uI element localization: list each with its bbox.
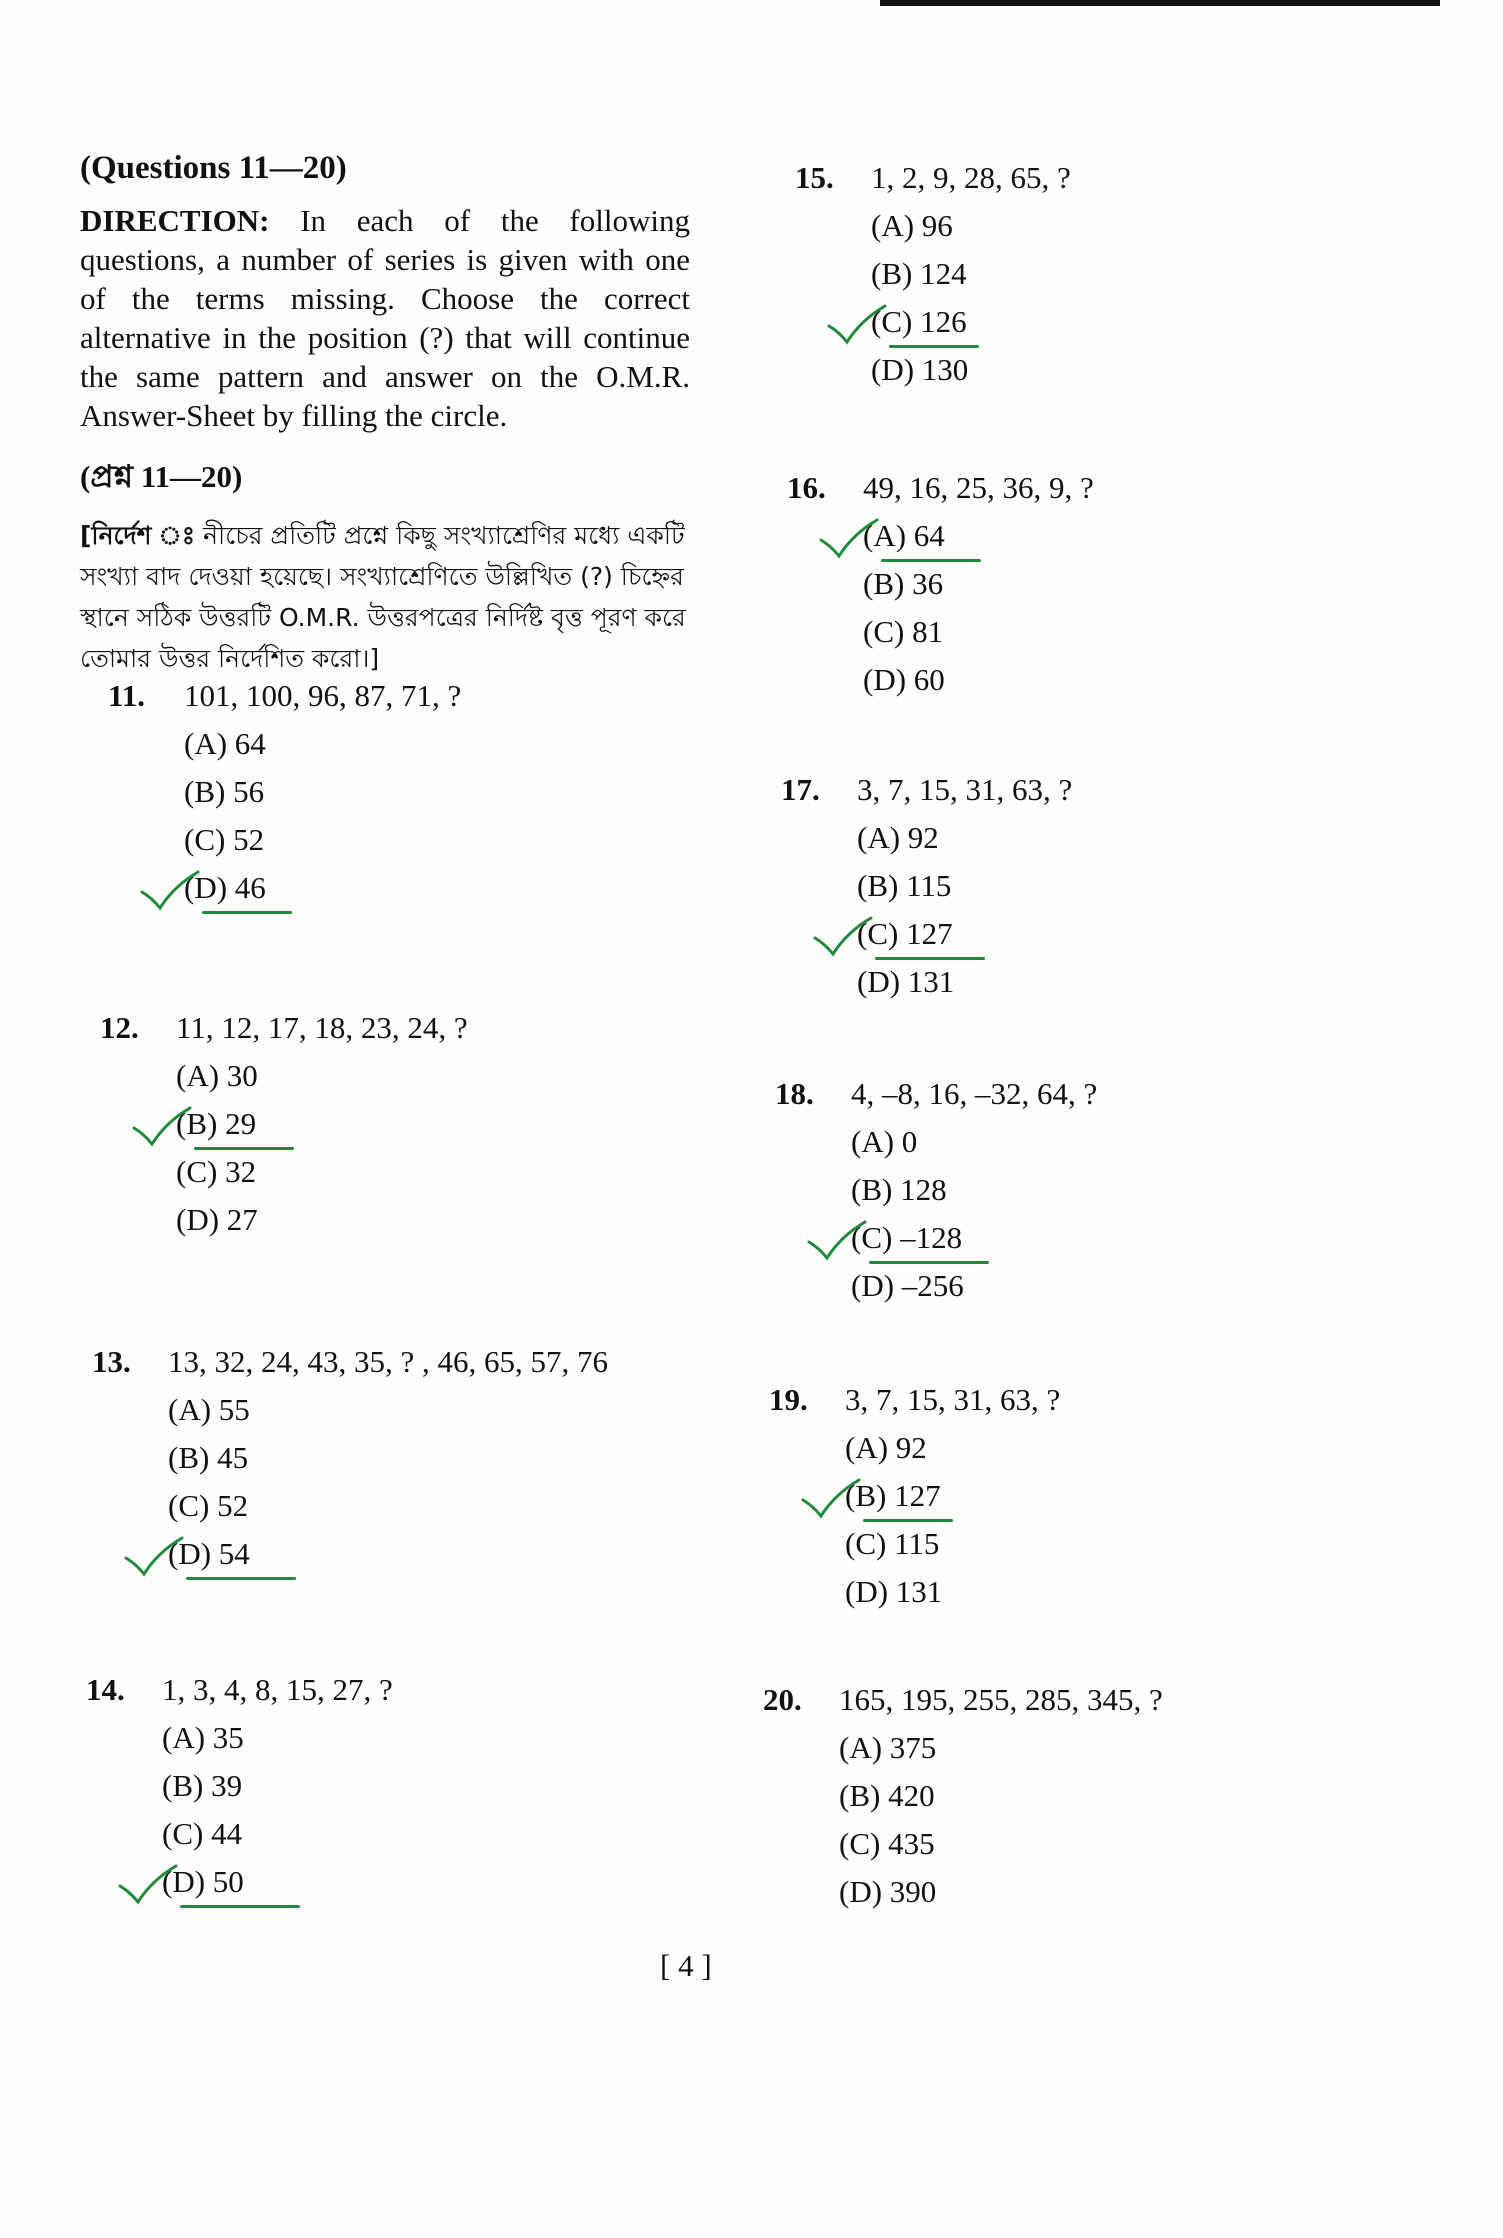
option-label: (A) 64 [184, 726, 266, 761]
question-header [108, 678, 461, 714]
option-label: (A) 375 [839, 1730, 937, 1765]
option-label: (A) 30 [176, 1058, 258, 1093]
option-label: (C) 32 [176, 1154, 257, 1189]
option-item [839, 1724, 1163, 1772]
option-label: (D) 50 [162, 1864, 244, 1899]
question-number: 12. [100, 1010, 139, 1045]
option-item [871, 250, 1071, 298]
option-item [839, 1820, 1163, 1868]
direction-text: In each of the following questions, a number of series is given with one of the terms missing. Choose the correct alternative in the position (?) that will continue the same pattern and answer on the O.M.R. Answer-Sheet by filling the circle. [80, 203, 690, 433]
option-label: (A) 35 [162, 1720, 244, 1755]
question-number: 18. [775, 1076, 814, 1111]
question-number: 11. [108, 678, 146, 713]
options-list [863, 512, 1094, 704]
option-item [863, 608, 1094, 656]
option-label: (B) 115 [857, 868, 952, 903]
question-series: 3, 7, 15, 31, 63, ? [857, 772, 1073, 807]
option-item [871, 202, 1071, 250]
option-label: (C) 52 [168, 1488, 249, 1523]
option-label: (B) 45 [168, 1440, 249, 1475]
option-item [839, 1772, 1163, 1820]
option-label: (C) 52 [184, 822, 265, 857]
question-header [100, 1010, 468, 1046]
check-mark-icon [817, 516, 883, 560]
question-12 [100, 1010, 468, 1244]
question-header [763, 1682, 1163, 1718]
question-series: 1, 2, 9, 28, 65, ? [871, 160, 1071, 195]
option-label: (A) 92 [857, 820, 939, 855]
option-label: (B) 39 [162, 1768, 243, 1803]
option-label: (D) 54 [168, 1536, 250, 1571]
option-item [162, 1858, 393, 1906]
option-item [845, 1424, 1060, 1472]
option-label: (A) 55 [168, 1392, 250, 1427]
option-label: (B) 56 [184, 774, 265, 809]
question-series: 165, 195, 255, 285, 345, ? [839, 1682, 1163, 1717]
option-label: (B) 127 [845, 1478, 941, 1513]
option-item [851, 1118, 1097, 1166]
option-label: (C) 115 [845, 1526, 940, 1561]
top-rule [880, 0, 1440, 6]
option-label: (D) 27 [176, 1202, 258, 1237]
instructions-block [80, 150, 690, 679]
option-label: (A) 64 [863, 518, 945, 553]
question-number: 14. [86, 1672, 125, 1707]
option-item [184, 816, 461, 864]
question-number: 16. [787, 470, 826, 505]
option-item [871, 298, 1071, 346]
option-label: (C) 435 [839, 1826, 935, 1861]
check-mark-icon [805, 1218, 871, 1262]
option-label: (B) 420 [839, 1778, 935, 1813]
option-item [851, 1214, 1097, 1262]
question-number: 17. [781, 772, 820, 807]
option-item [176, 1100, 468, 1148]
question-14 [86, 1672, 393, 1906]
question-13 [92, 1344, 608, 1578]
option-label: (C) –128 [851, 1220, 963, 1255]
question-header [787, 470, 1094, 506]
options-list [857, 814, 1072, 1006]
question-16 [787, 470, 1094, 704]
option-item [184, 768, 461, 816]
option-label: (A) 0 [851, 1124, 918, 1159]
section-title: (Questions 11—20) [80, 150, 347, 186]
options-list [839, 1724, 1163, 1916]
option-item [845, 1568, 1060, 1616]
question-19 [769, 1382, 1060, 1616]
check-mark-icon [116, 1862, 182, 1906]
option-item [176, 1052, 468, 1100]
question-18 [775, 1076, 1097, 1310]
option-item [184, 720, 461, 768]
question-series: 3, 7, 15, 31, 63, ? [845, 1382, 1061, 1417]
option-item [168, 1530, 608, 1578]
option-label: (D) 131 [845, 1574, 943, 1609]
option-item [863, 512, 1094, 560]
option-label: (B) 36 [863, 566, 944, 601]
question-number: 15. [795, 160, 834, 195]
option-item [851, 1166, 1097, 1214]
question-15 [795, 160, 1071, 394]
option-label: (B) 124 [871, 256, 967, 291]
question-series: 13, 32, 24, 43, 35, ? , 46, 65, 57, 76 [168, 1344, 609, 1379]
question-17 [781, 772, 1072, 1006]
bengali-section-title: (প্রশ্ন 11—20) [80, 459, 243, 494]
question-number: 19. [769, 1382, 808, 1417]
option-label: (B) 128 [851, 1172, 947, 1207]
check-mark-icon [799, 1476, 865, 1520]
option-item [857, 862, 1072, 910]
option-label: (D) 46 [184, 870, 266, 905]
question-series: 49, 16, 25, 36, 9, ? [863, 470, 1094, 505]
question-series: 11, 12, 17, 18, 23, 24, ? [176, 1010, 468, 1045]
option-item [168, 1482, 608, 1530]
question-series: 4, –8, 16, –32, 64, ? [851, 1076, 1098, 1111]
options-list [871, 202, 1071, 394]
option-item [845, 1472, 1060, 1520]
option-item [184, 864, 461, 912]
option-item [857, 814, 1072, 862]
option-item [176, 1148, 468, 1196]
check-mark-icon [825, 302, 891, 346]
bengali-direction-label: [নির্দেশ ঃ [80, 521, 196, 550]
option-item [871, 346, 1071, 394]
question-header [86, 1672, 393, 1708]
question-number: 20. [763, 1682, 802, 1717]
direction-paragraph [80, 201, 690, 435]
options-list [845, 1424, 1060, 1616]
question-header [92, 1344, 608, 1380]
question-number: 13. [92, 1344, 131, 1379]
option-item [857, 910, 1072, 958]
bengali-direction-text: নীচের প্রতিটি প্রশ্নে কিছু সংখ্যাশ্রেণির মধ্যে একটি সংখ্যা বাদ দেওয়া হয়েছে। সংখ্যাশ্রেণিতে উল্লিখিত (?) চিহ্নের স্থানে সঠিক উত্তরটি O.M.R. উত্তরপত্রের নির্দিষ্ট বৃত্ত পূরণ করে তোমার উত্তর নির্দেশিত করো।] [80, 521, 686, 673]
option-label: (A) 92 [845, 1430, 927, 1465]
option-item [162, 1810, 393, 1858]
option-item [162, 1714, 393, 1762]
option-item [168, 1386, 608, 1434]
question-header [795, 160, 1071, 196]
option-label: (D) 131 [857, 964, 955, 999]
option-item [839, 1868, 1163, 1916]
option-label: (B) 29 [176, 1106, 257, 1141]
options-list [162, 1714, 393, 1906]
option-label: (D) –256 [851, 1268, 964, 1303]
bengali-direction-paragraph [80, 515, 690, 679]
option-item [162, 1762, 393, 1810]
option-item [168, 1434, 608, 1482]
question-series: 1, 3, 4, 8, 15, 27, ? [162, 1672, 393, 1707]
option-label: (D) 390 [839, 1874, 937, 1909]
option-item [863, 656, 1094, 704]
option-item [857, 958, 1072, 1006]
page-number: [ 4 ] [660, 1948, 712, 1983]
option-item [176, 1196, 468, 1244]
answer-underline [180, 1905, 300, 1908]
option-label: (D) 60 [863, 662, 945, 697]
check-mark-icon [811, 914, 877, 958]
question-header [775, 1076, 1097, 1112]
question-20 [763, 1682, 1163, 1916]
question-header [769, 1382, 1060, 1418]
answer-underline [202, 911, 292, 914]
options-list [184, 720, 461, 912]
option-label: (A) 96 [871, 208, 953, 243]
question-series: 101, 100, 96, 87, 71, ? [184, 678, 462, 713]
direction-label: DIRECTION: [80, 203, 270, 238]
option-item [845, 1520, 1060, 1568]
option-item [851, 1262, 1097, 1310]
question-11 [108, 678, 461, 912]
option-label: (D) 130 [871, 352, 969, 387]
check-mark-icon [130, 1104, 196, 1148]
option-label: (C) 81 [863, 614, 944, 649]
check-mark-icon [138, 868, 204, 912]
question-header [781, 772, 1072, 808]
options-list [168, 1386, 608, 1578]
option-label: (C) 127 [857, 916, 953, 951]
check-mark-icon [122, 1534, 188, 1578]
option-item [863, 560, 1094, 608]
answer-underline [186, 1577, 296, 1580]
options-list [176, 1052, 468, 1244]
option-label: (C) 44 [162, 1816, 243, 1851]
options-list [851, 1118, 1097, 1310]
option-label: (C) 126 [871, 304, 967, 339]
